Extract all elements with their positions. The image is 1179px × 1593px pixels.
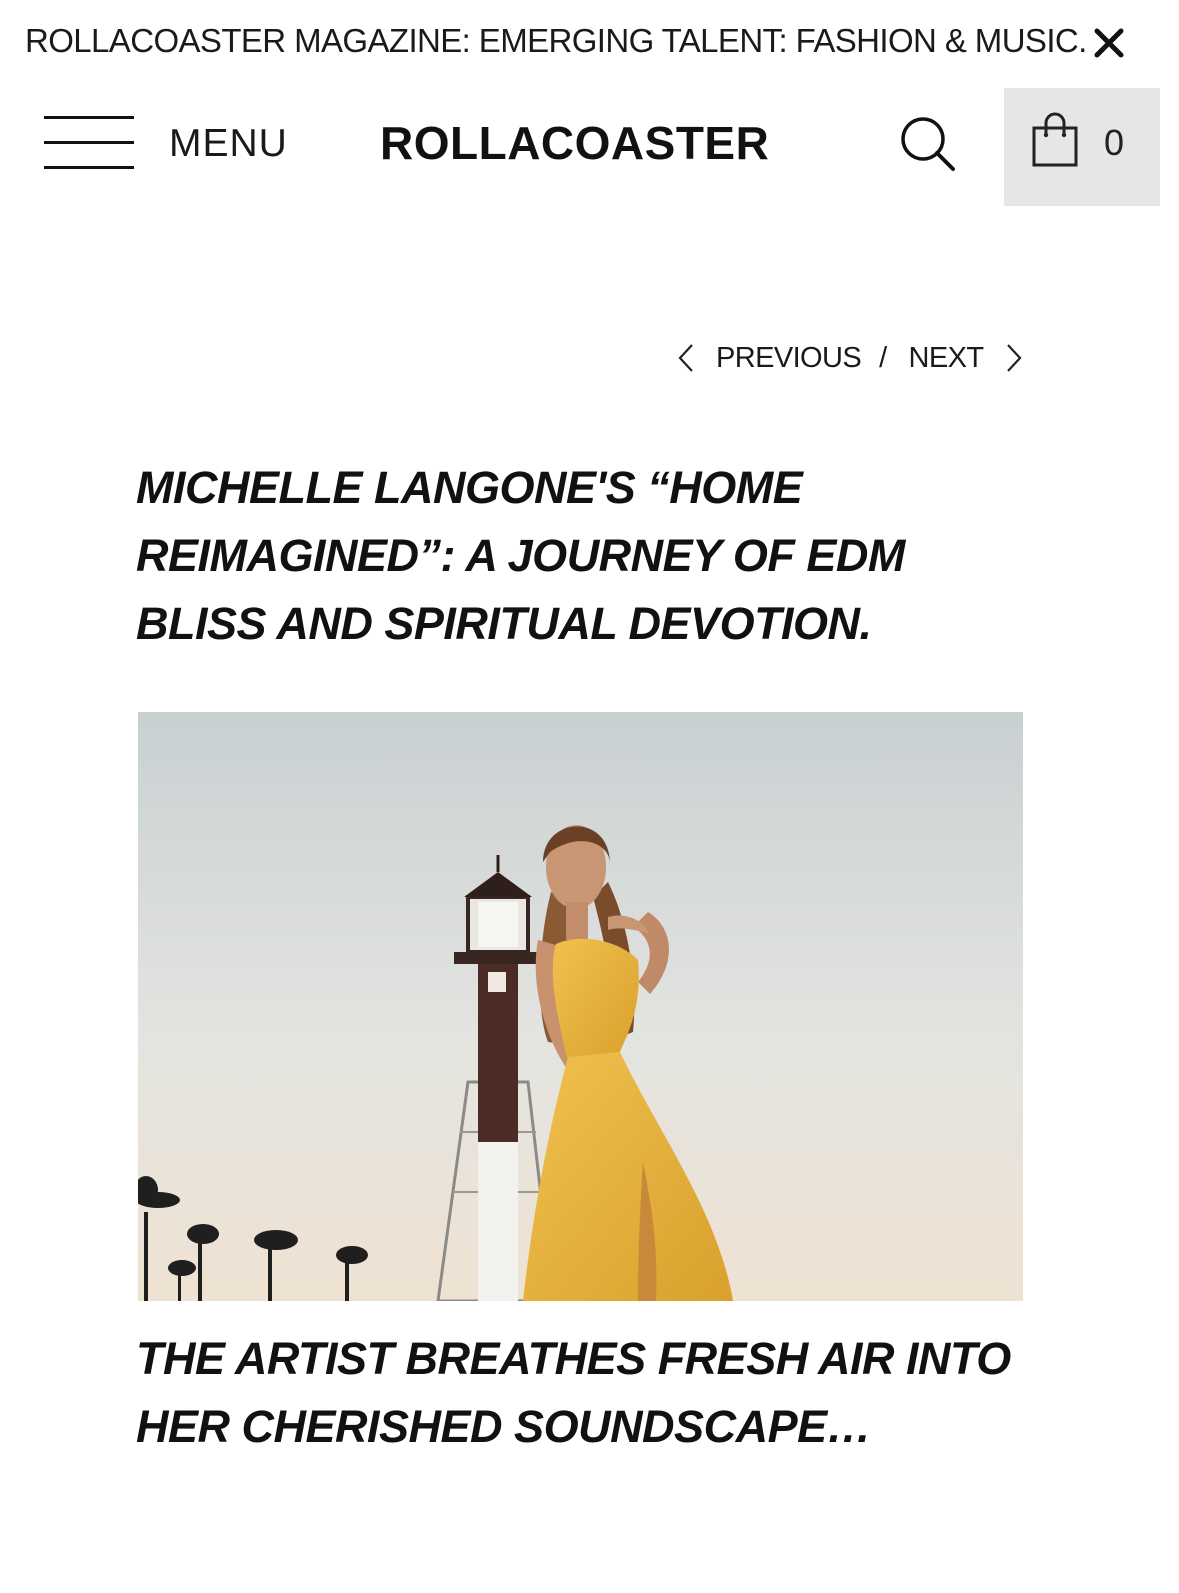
cart-count: 0 bbox=[1104, 122, 1125, 163]
announcement-bar bbox=[0, 0, 1179, 88]
site-logo[interactable]: ROLLACOASTER bbox=[380, 117, 770, 169]
search-icon[interactable] bbox=[896, 112, 962, 178]
previous-link[interactable] bbox=[676, 342, 861, 375]
article-pagination bbox=[676, 338, 1024, 378]
article-hero-image bbox=[138, 712, 1023, 1301]
menu-button[interactable] bbox=[44, 110, 304, 180]
menu-label: MENU bbox=[169, 122, 288, 165]
site-header bbox=[0, 88, 1179, 210]
next-link[interactable] bbox=[909, 342, 1024, 375]
article-title: MICHELLE LANGONE'S “HOME REIMAGINED”: A JOURNEY OF EDM BLISS AND SPIRITUAL DEVOTION. bbox=[136, 462, 905, 649]
article-subtitle: THE ARTIST BREATHES FRESH AIR INTO HER CHERISHED SOUNDSCAPE… bbox=[136, 1333, 1011, 1452]
pagination-separator: / bbox=[879, 341, 887, 374]
previous-label: PREVIOUS bbox=[716, 341, 862, 374]
close-icon[interactable] bbox=[1092, 26, 1126, 60]
chevron-left-icon bbox=[676, 342, 696, 374]
announcement-text: ROLLACOASTER MAGAZINE: EMERGING TALENT: FASHION & MUSIC. bbox=[25, 22, 1087, 59]
shopping-bag-icon bbox=[1031, 112, 1079, 168]
hamburger-icon bbox=[44, 114, 134, 174]
cart-button[interactable] bbox=[1004, 88, 1160, 206]
next-label: NEXT bbox=[908, 341, 984, 374]
chevron-right-icon bbox=[1004, 342, 1024, 374]
